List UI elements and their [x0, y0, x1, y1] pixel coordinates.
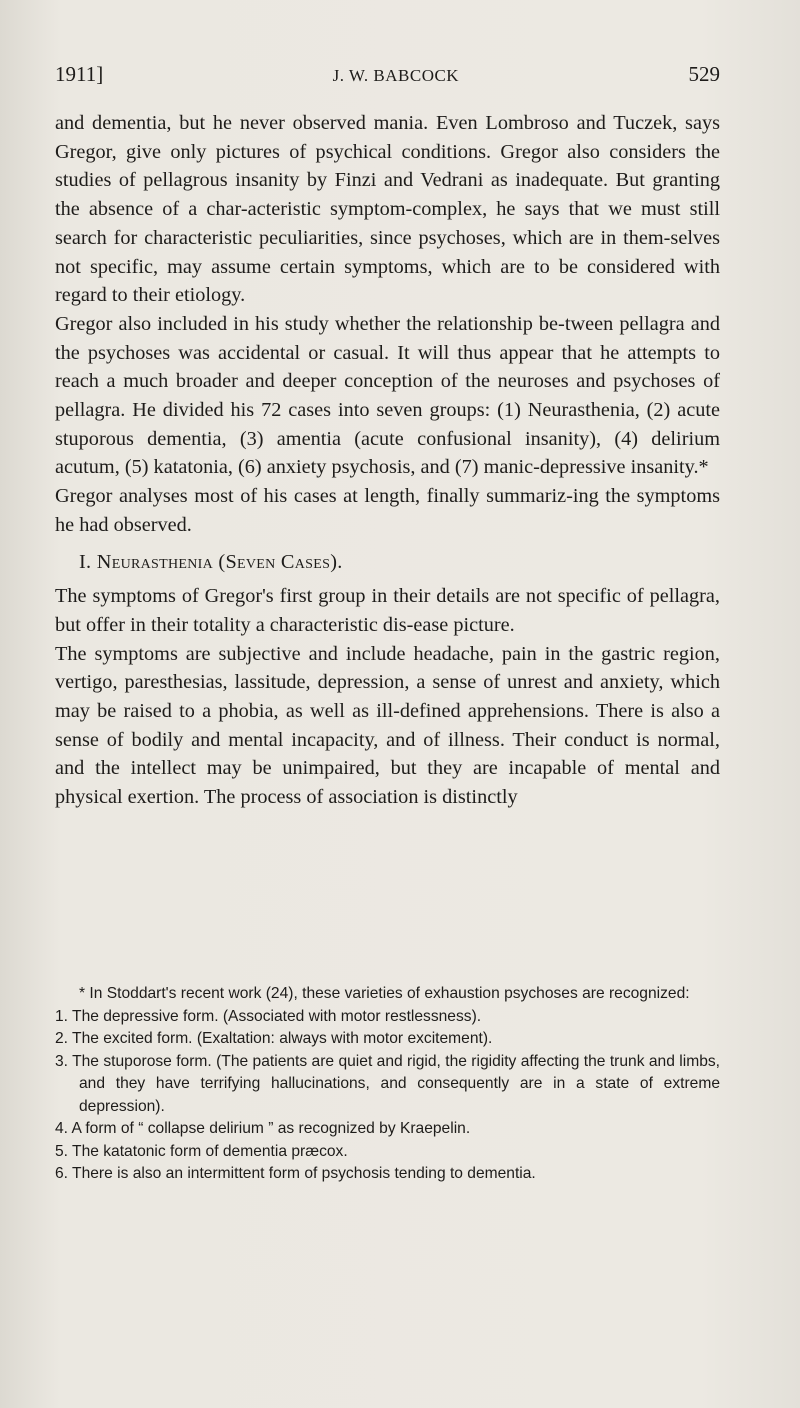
footnote-item: 1. The depressive form. (Associated with motor restlessness). — [55, 1007, 482, 1025]
footnote-intro: * In Stoddart's recent work (24), these varieties of exhaustion psychoses are recognized: — [79, 985, 690, 1002]
section-heading: I. Neurasthenia (Seven Cases). — [79, 550, 343, 573]
footnote-item: 2. The excited form. (Exaltation: always with motor excitement). — [55, 1030, 493, 1047]
footnote-item: 3. The stuporose form. (The patients are quiet and rigid, the rigidity affecting the trunk and limbs, and they have terrifying hallucinations, and consequently are in a state of extreme depression). — [55, 1052, 720, 1115]
paragraph: The symptoms of Gregor's first group in their details are not specific of pellagra, but offer in their totality a characteristic dis-ease picture. — [55, 585, 720, 636]
footnote-item: 6. There is also an intermittent form of psychosis tending to dementia. — [55, 1165, 536, 1182]
page-number: 529 — [688, 62, 720, 86]
paragraph: and dementia, but he never observed mania. Even Lombroso and Tuczek, says Gregor, give only pictures of psychical conditions. Gregor also considers the studies of pellagrous insanity by Finzi and Vedrani as inadequate. But granting the absence of a char-acteristic symptom-complex, he says that we must still search for characteristic peculiarities, since psychoses, which are in them-selves not specific, may assume certain symptoms, which are to be considered with regard to their etiology. — [55, 112, 720, 307]
footnote-block — [55, 983, 720, 1186]
paragraph: The symptoms are subjective and include headache, pain in the gastric region, vertigo, paresthesias, lassitude, depression, a sense of unrest and anxiety, which may be raised to a phobia, as well as ill-defined apprehensions. There is also a sense of bodily and mental incapacity, and of illness. Their conduct is normal, and the intellect may be unimpaired, but they are incapable of mental and physical exertion. The process of association is distinctly — [55, 642, 720, 809]
paragraph: Gregor also included in his study whether the relationship be-tween pellagra and the psychoses was accidental or casual. It will thus appear that he attempts to reach a much broader and deeper conception of the neuroses and psychoses of pellagra. He divided his 72 cases into seven groups: (1) Neurasthenia, (2) acute stuporous dementia, (3) amentia (acute confusional insanity), (4) delirium acutum, (5) katatonia, (6) anxiety psychosis, and (7) manic-depressive insanity.* — [55, 312, 720, 479]
body-text — [55, 109, 720, 812]
footnote-item: 5. The katatonic form of dementia præcox. — [55, 1142, 348, 1160]
running-header — [55, 62, 720, 87]
footnote-item: 4. A form of “ collapse delirium ” as recognized by Kraepelin. — [55, 1120, 471, 1137]
header-author: J. W. BABCOCK — [332, 66, 460, 85]
paragraph: Gregor analyses most of his cases at length, finally summariz-ing the symptoms he had observed. — [55, 485, 720, 536]
header-year: 1911] — [55, 62, 104, 86]
